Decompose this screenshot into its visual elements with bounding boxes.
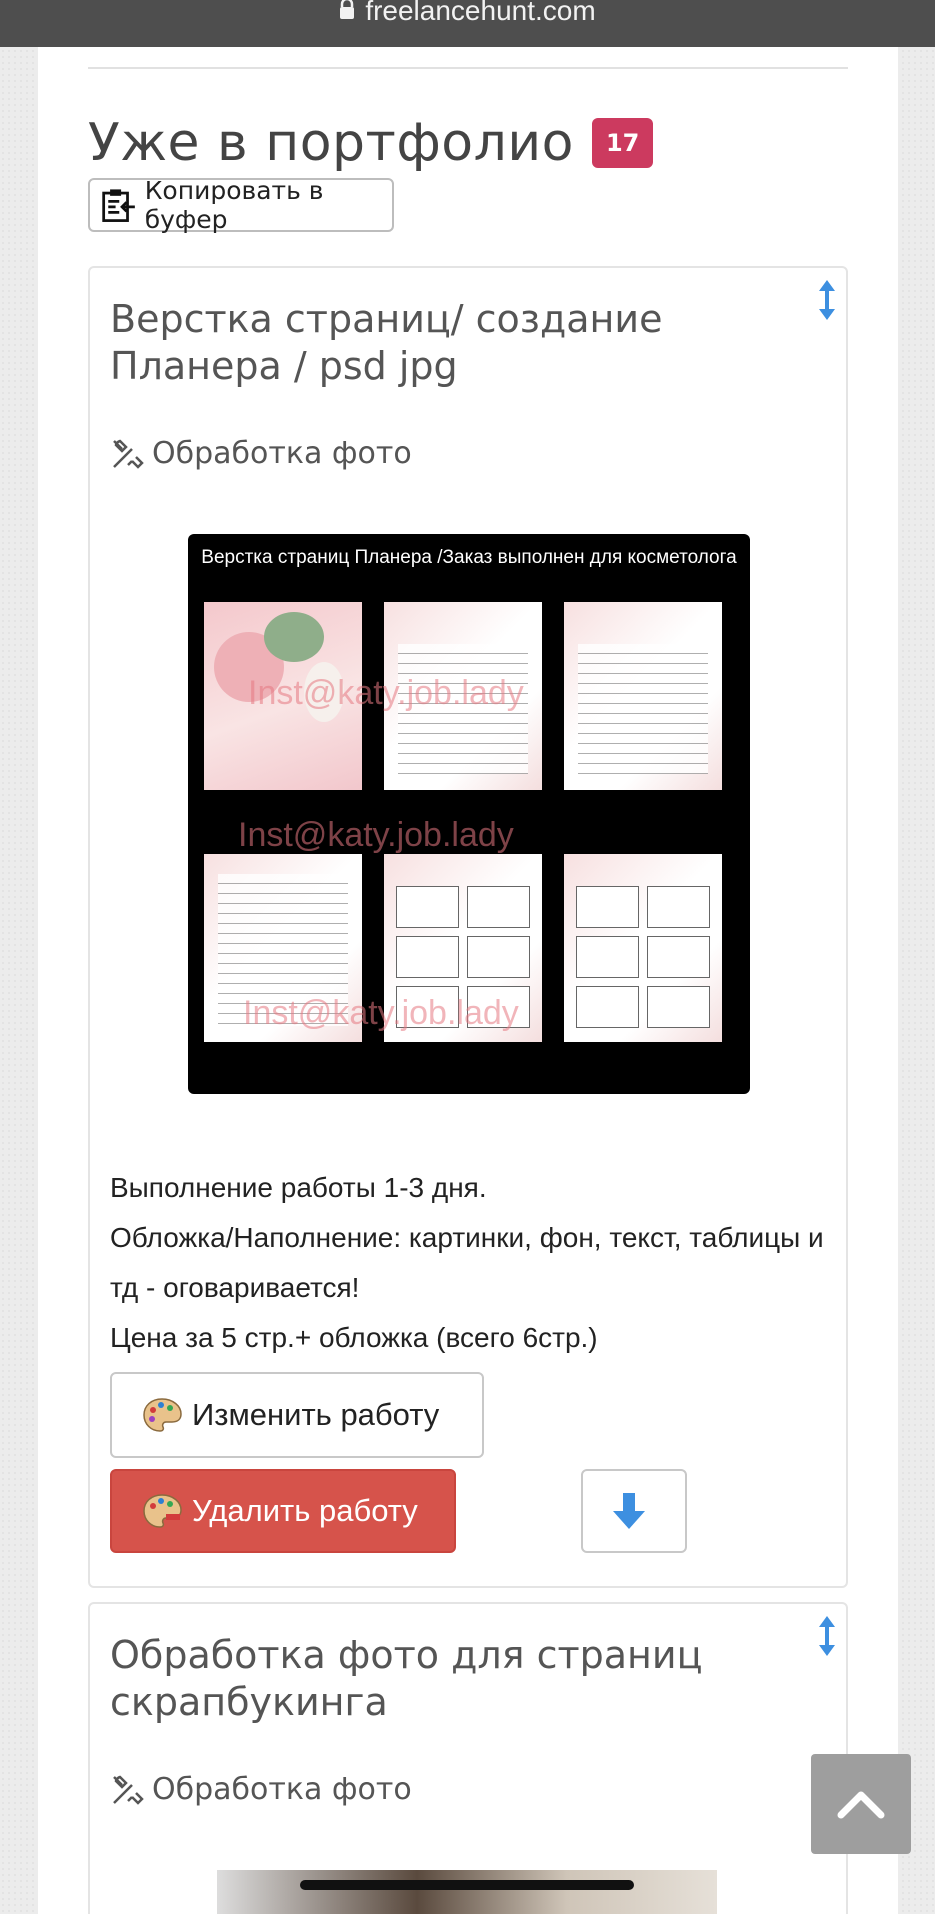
page-content — [38, 47, 898, 1914]
divider — [88, 67, 848, 69]
palette-icon — [142, 1396, 182, 1434]
clipboard-icon — [100, 185, 137, 225]
portfolio-work-card — [88, 266, 848, 1588]
chevron-up-icon — [836, 1789, 886, 1819]
work-category — [110, 436, 412, 471]
browser-url-bar[interactable] — [0, 0, 935, 47]
portfolio-count-badge: 17 — [592, 118, 653, 168]
preview-watermark: Inst@katy.job.lady — [243, 994, 519, 1032]
url-text: freelancehunt.com — [365, 0, 596, 26]
planner-page — [564, 602, 722, 790]
lock-icon — [339, 0, 355, 22]
scroll-to-top-button[interactable] — [811, 1754, 911, 1854]
planner-page — [564, 854, 722, 1042]
portfolio-work-card — [88, 1602, 848, 1914]
page-title: Уже в портфолио — [88, 113, 574, 173]
delete-work-label: Удалить работу — [192, 1493, 418, 1528]
work-title[interactable]: Верстка страниц/ создание Планера / psd jpg — [110, 297, 663, 388]
edit-work-label: Изменить работу — [192, 1397, 440, 1432]
work-preview-image[interactable] — [217, 1870, 717, 1914]
description-line: Цена за 5 стр.+ обложка (всего 6стр.) — [110, 1322, 598, 1353]
work-category — [110, 1772, 412, 1807]
work-category-label: Обработка фото — [152, 1772, 412, 1807]
preview-watermark: Inst@katy.job.lady — [248, 674, 524, 712]
tools-icon — [110, 437, 144, 471]
work-preview-image[interactable] — [188, 534, 750, 1094]
copy-button-label: Копировать в буфер — [144, 176, 324, 234]
preview-caption: Верстка страниц Планера /Заказ выполнен для косметолога — [201, 547, 737, 568]
work-title[interactable]: Обработка фото для страниц скрапбукинга — [110, 1633, 703, 1724]
work-description — [110, 1163, 830, 1363]
home-indicator[interactable] — [300, 1880, 634, 1890]
copy-to-clipboard-button[interactable] — [88, 178, 394, 232]
description-line: Обложка/Наполнение: картинки, фон, текст, таблицы и тд - оговаривается! — [110, 1222, 824, 1303]
edit-work-button[interactable] — [110, 1372, 484, 1458]
delete-work-button[interactable] — [110, 1469, 456, 1553]
tools-icon — [110, 1773, 144, 1807]
work-category-label: Обработка фото — [152, 436, 412, 471]
sort-icon[interactable] — [818, 278, 836, 326]
sort-icon[interactable] — [818, 1614, 836, 1662]
move-down-button[interactable] — [581, 1469, 687, 1553]
palette-icon — [142, 1492, 182, 1530]
arrow-down-icon — [611, 1491, 647, 1531]
description-line: Выполнение работы 1-3 дня. — [110, 1172, 487, 1203]
portfolio-header — [88, 113, 653, 173]
preview-watermark: Inst@katy.job.lady — [238, 816, 514, 854]
